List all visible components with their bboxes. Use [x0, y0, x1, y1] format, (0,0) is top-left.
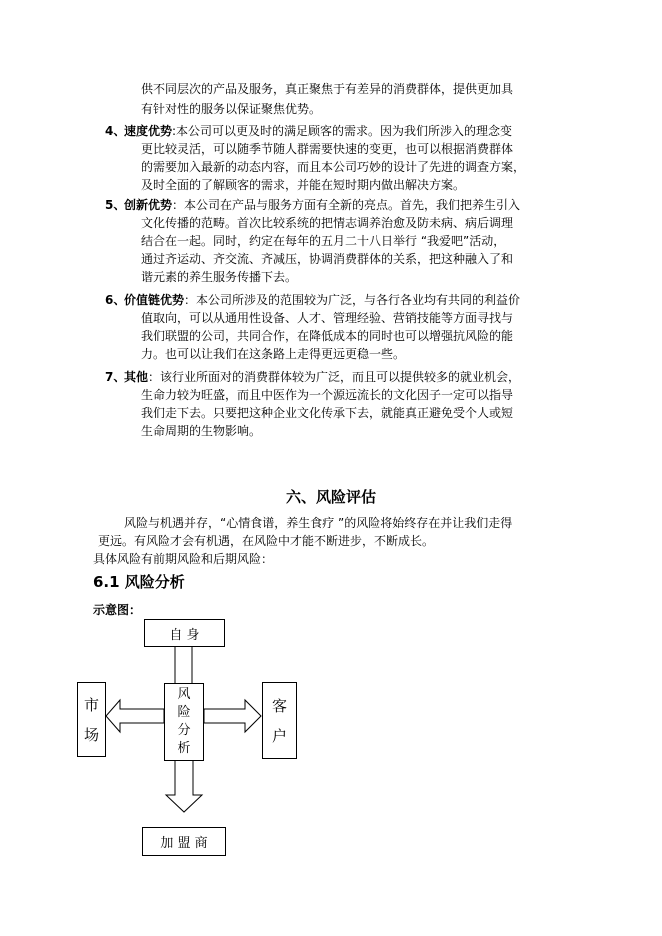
paragraph-line: 更远。有风险才会有机遇，在风险中才能不断进步，不断成长。: [98, 534, 435, 548]
list-item-text: ：本公司在产品与服务方面有全新的亮点。首先，我们把养生引入: [172, 198, 521, 212]
list-item-line: 生命周期的生物影响。: [141, 424, 262, 438]
list-item-line: 更比较灵活，可以随季节随人群需要快速的变更，也可以根据消费群体: [141, 142, 514, 156]
list-item-line: 值取向，可以从通用性设备、人才、管理经验、营销技能等方面寻找与: [141, 311, 514, 325]
arrow-down: [166, 760, 202, 812]
diagram-right-char: 户: [271, 726, 287, 745]
diagram-box-customer: [262, 682, 297, 759]
diagram-left-char: 市: [83, 695, 99, 714]
section-heading: 六、风险评估: [285, 488, 376, 506]
list-item-text: ：本公司所涉及的范围较为广泛，与各行各业均有共同的利益价: [184, 293, 521, 307]
figure-caption: 示意图：: [93, 603, 142, 617]
paragraph-line: 具体风险有前期风险和后期风险：: [93, 552, 274, 566]
diagram-center-char: 析: [177, 741, 191, 756]
list-item-line: 力。也可以让我们在这条路上走得更远更稳一些。: [141, 347, 406, 361]
list-item-line: 通过齐运动、齐交流、齐减压，协调消费群体的关系，把这种融入了和: [141, 252, 514, 266]
list-item-line: 文化传播的范畴。首次比较系统的把情志调养治愈及防未病、病后调理: [141, 216, 514, 230]
list-item-title: 价值链优势: [124, 293, 185, 307]
diagram-center-char: 险: [177, 705, 191, 720]
list-item-line: 谐元素的养生服务传播下去。: [141, 270, 298, 284]
list-number: 4、: [105, 124, 126, 138]
list-item-text: :本公司可以更及时的满足顾客的需求。因为我们所涉入的理念变: [172, 124, 513, 138]
paragraph-line: 风险与机遇并存，“心情食谱，养生食疗 ”的风险将始终存在并让我们走得: [124, 516, 513, 530]
arrow-right: [204, 700, 261, 732]
diagram-box-franchisee: 加 盟 商: [142, 827, 226, 856]
paragraph-line: 有针对性的服务以保证聚焦优势。: [141, 102, 322, 116]
list-item-line: 生命力较为旺盛，而且中医作为一个源远流长的文化因子一定可以指导: [141, 388, 514, 402]
connector-top: [175, 646, 192, 684]
paragraph-line: 供不同层次的产品及服务，真正聚焦于有差异的消费群体，提供更加具: [141, 82, 514, 96]
list-item-line: 我们走下去。只要把这种企业文化传承下去，就能真正避免受个人或短: [141, 406, 514, 420]
diagram-right-char: 客: [271, 696, 287, 715]
subsection-heading: 6.1 风险分析: [93, 573, 185, 591]
list-item-text: ：该行业所面对的消费群体较为广泛，而且可以提供较多的就业机会，: [148, 370, 521, 384]
list-number: 6、: [105, 293, 126, 307]
list-item-title: 其他: [124, 370, 149, 384]
diagram-center-char: 风: [177, 687, 191, 702]
diagram-box-self: 自 身: [144, 619, 225, 647]
diagram-center-char: 分: [177, 723, 191, 738]
diagram-left-char: 场: [83, 725, 99, 744]
list-item-line: 结合在一起。同时，约定在每年的五月二十八日举行 “我爱吧”活动，: [141, 234, 506, 248]
list-item-line: 及时全面的了解顾客的需求，并能在短时期内做出解决方案。: [141, 178, 466, 192]
list-number: 7、: [105, 370, 126, 384]
list-item-line: 我们联盟的公司，共同合作，在降低成本的同时也可以增强抗风险的能: [141, 329, 514, 343]
list-number: 5、: [105, 198, 126, 212]
arrow-left: [106, 700, 164, 732]
list-item-line: 的需要加入最新的动态内容，而且本公司巧妙的设计了先进的调查方案，: [141, 160, 526, 174]
diagram-box-market: [77, 682, 106, 757]
diagram-box-risk-analysis: [164, 683, 204, 761]
list-item-title: 创新优势: [124, 198, 173, 212]
list-item-title: 速度优势: [124, 124, 173, 138]
